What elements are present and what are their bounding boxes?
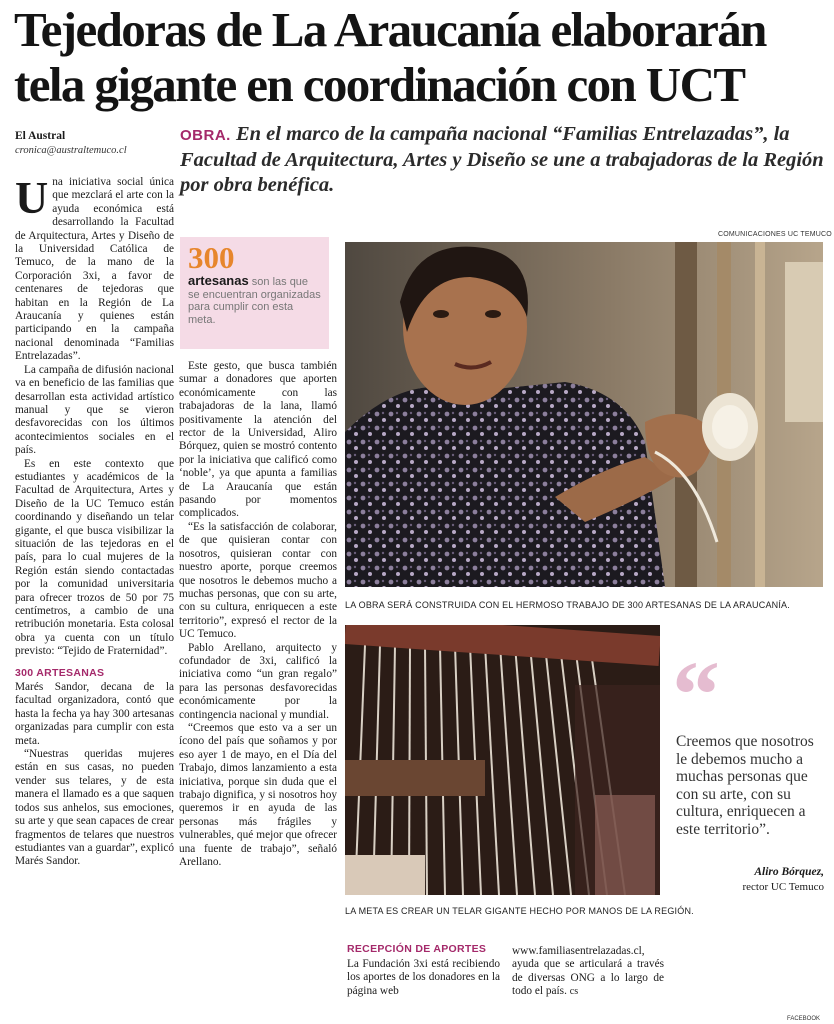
paragraph: Es en este contexto que estudiantes y académicos de la Facultad de Arquitectura, Artes y Diseño de la UC Temuco están coordinando y diseñando un telar gigante, el que busca visibilizar la situación de las tejedoras en el país, para lo cual mujeres de la Región están siendo contactadas por la comunidad universitaria para ofrecer trozos de 50 por 75 centímetros, a cambio de una retribución monetaria. Esta colosal obra ya cuenta con un título previsto: “Tejido de Fraternidad”. [15, 457, 174, 658]
photo-weaver-woman [345, 242, 823, 587]
byline-name: El Austral [15, 130, 66, 142]
paragraph: Marés Sandor, decana de la facultad organizadora, contó que hasta la fecha ya hay 300 artesanas organizadas para cumplir con esta meta. [15, 681, 174, 747]
subhead-recepcion: RECEPCIÓN DE APORTES [347, 943, 487, 955]
stat-text: artesanas son las que se encuentran organizadas para cumplir con esta meta. [188, 273, 321, 326]
article-column-2 [179, 360, 337, 869]
paragraph: Este gesto, que busca también sumar a donadores que aporten económicamente con las trabajadoras de la lana, llamó positivamente la atención del rector de la Universidad, Aliro Bórquez, quien se mostró contento por la iniciativa que calificó como ‘noble’, ya que apunta a familias de La Araucanía que están pasando por momentos complicados. [179, 360, 337, 520]
photo-caption-2: LA META ES CREAR UN TELAR GIGANTE HECHO POR MANOS DE LA REGIÓN. [345, 906, 694, 916]
photo-credit: COMUNICACIONES UC TEMUCO [718, 231, 832, 238]
subhead-300-artesanas: 300 ARTESANAS [15, 666, 105, 679]
photo-loom [345, 625, 660, 895]
paragraph: www.familiasentrelazadas.cl, ayuda que se articulará a través de diversas ONG a lo largo de todo el país. cs [512, 945, 664, 998]
paragraph: Pablo Arellano, arquitecto y cofundador de 3xi, calificó la iniciativa como “un gran regalo” para las personas desfavorecidas económicamente por la contingencia nacional y mundial. [179, 641, 337, 721]
byline-email[interactable]: cronica@australtemuco.cl [15, 145, 127, 156]
footer-mark: FACEBOOK [786, 1016, 820, 1022]
article-column-3 [347, 958, 500, 998]
paragraph: La Fundación 3xi está recibiendo los aportes de los donadores en la página web [347, 958, 500, 997]
deck-text: En el marco de la campaña nacional “Familias Entrelazadas”, la Facultad de Arquitectura, Artes y Diseño se une a trabajadoras de la Región por obra benéfica. [180, 123, 824, 196]
paragraph: “Es la satisfacción de colaborar, de que quisieran contar con nosotros, quisieran contar con nuestro aporte, porque creemos que nosotros le debemos mucho a muchas personas, que con su arte, con su cultura, enriquecen a este territorio”, expresó el rector de la UC Temuco. [179, 520, 337, 641]
paragraph: Una iniciativa social única que mezclará el arte con la ayuda económica está desarrollando la Facultad de Arquitectura, Artes y Diseño de la Universidad Católica de Temuco, de la mano de la Corporación 3xi, a favor de centenares de tejedoras que habitan en la Región de La Araucanía y quienes están participando en la campaña nacional denominada “Familias Entrelazadas”. [15, 172, 174, 363]
paragraph: La campaña de difusión nacional va en beneficio de las familias que desarrollan esta actividad artístico manual y que se vieron desfavorecidas con los últimos acontecimientos sociales en el país. [15, 363, 174, 457]
photo-caption-1: LA OBRA SERÁ CONSTRUIDA CON EL HERMOSO TRABAJO DE 300 ARTESANAS DE LA ARAUCANÍA. [345, 600, 790, 610]
quote-marks-icon: “ [672, 641, 720, 748]
stat-number: 300 [188, 240, 235, 275]
deck-kicker: OBRA. [180, 127, 231, 144]
quote-author: Aliro Bórquez, [754, 866, 824, 878]
pull-quote: Creemos que nosotros le debemos mucho a muchas personas que con su arte, con su cultura, enriquecen a este territorio”. [676, 733, 814, 838]
stat-box [180, 237, 329, 349]
article-column-1 [15, 172, 174, 869]
paragraph: “Creemos que esto va a ser un ícono del país que soñamos y por eso ayer 1 de mayo, en el Día del Trabajo, dimos lanzamiento a esta iniciativa, porque sin duda que el trabajo dignifica, y si nosotros hoy queremos ir en ayuda de las personas más frágiles y vulnerables, qué mejor que ofrecer una fuente de trabajo”, señaló Arellano. [179, 721, 337, 869]
end-mark: cs [569, 986, 579, 998]
drop-cap: U [15, 172, 49, 223]
deck [180, 122, 825, 198]
quote-role: rector UC Temuco [742, 881, 824, 893]
paragraph: “Nuestras queridas mujeres están en sus casas, no pueden vender sus telares, y de esta manera el llamado es a que saquen todos sus anhelos, sus emociones, su arte y que sean capaces de crear fragmentos de telares que nuestros estudiantes van a guardar”, explicó Marés Sandor. [15, 748, 174, 868]
article-column-4 [512, 945, 664, 999]
headline: Tejedoras de La Araucanía elaborarán tela gigante en coordinación con UCT [14, 2, 766, 112]
